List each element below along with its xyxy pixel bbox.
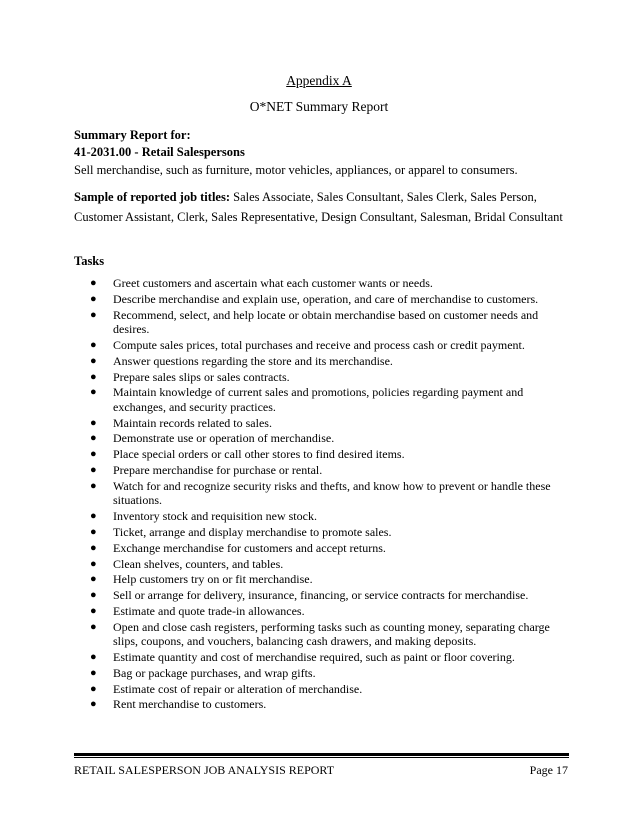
task-item (74, 557, 568, 572)
tasks-heading: Tasks (74, 254, 105, 268)
task-text: Exchange merchandise for customers and accept returns. (113, 540, 386, 555)
task-item (74, 354, 568, 369)
task-text: Open and close cash registers, performing tasks such as counting money, separating charge slips, coupons, and vouchers, balancing cash drawers, and making deposits. (113, 619, 550, 649)
task-item (74, 697, 568, 712)
task-item (74, 276, 568, 291)
occupation-description: Sell merchandise, such as furniture, motor vehicles, appliances, or apparel to consumers. (74, 163, 518, 177)
summary-header (74, 127, 245, 160)
bullet-icon: ● (90, 354, 97, 367)
bullet-icon: ● (90, 386, 97, 399)
task-text: Maintain knowledge of current sales and promotions, policies regarding payment and exchanges, and security practices. (113, 385, 524, 414)
task-item (74, 385, 568, 414)
appendix-title: Appendix A (286, 73, 352, 88)
bullet-icon: ● (90, 525, 97, 538)
bullet-icon: ● (90, 557, 97, 570)
task-item (74, 541, 568, 556)
bullet-icon: ● (90, 432, 97, 445)
bullet-icon: ● (90, 620, 97, 633)
task-item (74, 308, 568, 337)
task-item (74, 338, 568, 353)
task-item (74, 650, 568, 665)
task-text: Rent merchandise to customers. (113, 697, 267, 712)
bullet-icon: ● (90, 682, 97, 695)
task-text: Describe merchandise and explain use, operation, and care of merchandise to customers. (113, 291, 539, 306)
footer-divider-thick (74, 753, 569, 756)
task-list (74, 276, 568, 713)
bullet-icon: ● (90, 666, 97, 679)
task-text: Bag or package purchases, and wrap gifts. (113, 665, 316, 680)
task-text: Estimate and quote trade-in allowances. (113, 603, 305, 618)
job-titles-label: Sample of reported job titles: (74, 190, 230, 204)
task-text: Estimate cost of repair or alteration of merchandise. (113, 681, 363, 696)
task-item (74, 463, 568, 478)
task-item (74, 604, 568, 619)
task-text: Compute sales prices, total purchases and receive and process cash or credit payment. (113, 337, 525, 352)
task-text: Recommend, select, and help locate or obtain merchandise based on customer needs and desires. (113, 307, 539, 337)
task-text: Watch for and recognize security risks and thefts, and know how to prevent or handle these situations. (113, 478, 551, 508)
task-text: Demonstrate use or operation of merchandise. (113, 431, 335, 446)
bullet-icon: ● (90, 479, 97, 492)
task-item (74, 572, 568, 587)
bullet-icon: ● (90, 308, 97, 321)
bullet-icon: ● (90, 589, 97, 602)
bullet-icon: ● (90, 651, 97, 663)
bullet-icon: ● (90, 338, 97, 351)
task-text: Greet customers and ascertain what each customer wants or needs. (113, 276, 433, 290)
bullet-icon: ● (90, 510, 97, 523)
bullet-icon: ● (90, 277, 97, 289)
footer-report-title: RETAIL SALESPERSON JOB ANALYSIS REPORT (74, 763, 335, 777)
task-text: Ticket, arrange and display merchandise to promote sales. (113, 524, 392, 539)
bullet-icon: ● (90, 370, 97, 383)
task-text: Inventory stock and requisition new stock. (113, 509, 317, 524)
summary-label: Summary Report for: (74, 128, 191, 142)
bullet-icon: ● (90, 464, 97, 476)
bullet-icon: ● (90, 698, 97, 711)
task-text: Maintain records related to sales. (113, 415, 272, 430)
footer-divider-thin (74, 757, 569, 758)
task-item (74, 416, 568, 431)
task-text: Estimate quantity and cost of merchandise required, such as paint or floor covering. (113, 650, 515, 664)
task-text: Sell or arrange for delivery, insurance, financing, or service contracts for merchandise. (113, 588, 529, 603)
bullet-icon: ● (90, 448, 97, 461)
task-text: Help customers try on or fit merchandise. (113, 572, 313, 587)
task-item (74, 509, 568, 524)
task-item (74, 588, 568, 603)
bullet-icon: ● (90, 292, 97, 305)
bullet-icon: ● (90, 604, 97, 617)
job-titles-paragraph (74, 187, 572, 227)
task-item (74, 370, 568, 385)
page-number: Page 17 (529, 763, 568, 777)
bullet-icon: ● (90, 541, 97, 554)
task-item (74, 431, 568, 446)
task-item (74, 447, 568, 462)
task-item (74, 525, 568, 540)
bullet-icon: ● (90, 573, 97, 586)
task-item (74, 620, 568, 649)
task-item (74, 682, 568, 697)
task-item (74, 292, 568, 307)
task-text: Answer questions regarding the store and its merchandise. (113, 353, 393, 368)
task-text: Prepare merchandise for purchase or rental. (113, 463, 323, 477)
bullet-icon: ● (90, 416, 97, 429)
job-titles-text: Sales Associate, Sales Consultant, Sales Clerk, Sales Person, Customer Assistant, Clerk, Sales Representative, Design Consultant, Salesman, Bridal Consultant (74, 190, 563, 224)
task-item (74, 479, 568, 508)
task-text: Prepare sales slips or sales contracts. (113, 369, 290, 384)
task-text: Place special orders or call other stores to find desired items. (113, 447, 405, 462)
task-item (74, 666, 568, 681)
occupation-code: 41-2031.00 - Retail Salespersons (74, 144, 245, 159)
report-title: O*NET Summary Report (249, 99, 389, 114)
task-text: Clean shelves, counters, and tables. (113, 556, 284, 571)
